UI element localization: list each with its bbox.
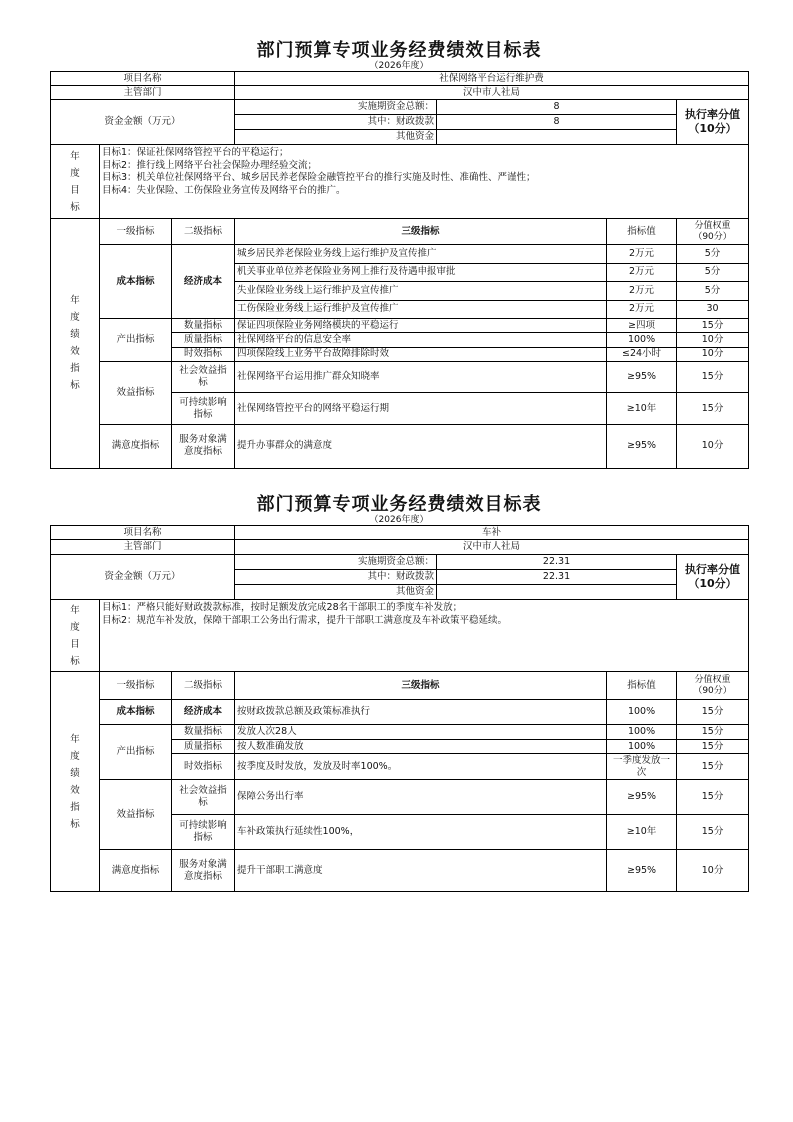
indicator-value: 2万元 (607, 263, 677, 282)
dept-label: 主管部门 (51, 540, 235, 555)
indicator-value: ≥10年 (607, 815, 677, 850)
fund-fiscal-label: 其中：财政拨款 (235, 115, 437, 130)
level3-indicator: 社保网络管控平台的网络平稳运行期 (235, 393, 607, 425)
indicator-value: ≥四项 (607, 319, 677, 333)
header-level1: 一级指标 (100, 672, 172, 700)
indicator-value: 2万元 (607, 245, 677, 264)
doc-year: （2026年度） (369, 515, 429, 525)
level1-indicator: 效益指标 (100, 361, 172, 424)
level2-indicator: 经济成本 (172, 700, 235, 725)
indicator-value: 一季度发放一次 (607, 754, 677, 780)
level2-indicator: 可持续影响指标 (172, 393, 235, 425)
indicator-value: ≥10年 (607, 393, 677, 425)
fund-other-value (437, 130, 677, 145)
exec-rate-label: 执行率分值（10分） (677, 555, 749, 600)
header-level1: 一级指标 (100, 219, 172, 245)
level3-indicator: 车补政策执行延续性100%， (235, 815, 607, 850)
fund-total-value: 22.31 (437, 555, 677, 570)
indicator-weight: 10分 (677, 347, 749, 361)
project-name-value: 社保网络平台运行维护费 (235, 72, 749, 86)
doc-title: 部门预算专项业务经费绩效目标表 (256, 494, 542, 515)
level3-indicator: 提升干部职工满意度 (235, 850, 607, 892)
level1-indicator: 产出指标 (100, 725, 172, 780)
level2-indicator: 社会效益指标 (172, 361, 235, 393)
level3-indicator: 提升办事群众的满意度 (235, 424, 607, 468)
fund-label: 资金金额（万元） (51, 100, 235, 145)
header-value: 指标值 (607, 219, 677, 245)
fund-fiscal-value: 22.31 (437, 570, 677, 585)
level3-indicator: 工伤保险业务线上运行维护及宣传推广 (235, 300, 607, 319)
fund-total-label: 实施期资金总额： (235, 555, 437, 570)
indicator-value: ≤24小时 (607, 347, 677, 361)
level1-indicator: 产出指标 (100, 319, 172, 362)
header-level2: 二级指标 (172, 219, 235, 245)
indicator-weight: 5分 (677, 263, 749, 282)
exec-rate-label: 执行率分值（10分） (677, 100, 749, 145)
fund-total-value: 8 (437, 100, 677, 115)
level3-indicator: 失业保险业务线上运行维护及宣传推广 (235, 282, 607, 301)
fund-fiscal-value: 8 (437, 115, 677, 130)
level3-indicator: 城乡居民养老保险业务线上运行维护及宣传推广 (235, 245, 607, 264)
goal-item: 目标2：推行线上网络平台社会保险办理经验交流； (102, 159, 318, 171)
indicator-weight: 15分 (677, 754, 749, 780)
fund-other-label: 其他资金 (235, 585, 437, 600)
level1-indicator: 效益指标 (100, 780, 172, 850)
dept-value: 汉中市人社局 (235, 86, 749, 100)
level2-indicator: 数量指标 (172, 319, 235, 333)
indicator-value: ≥95% (607, 361, 677, 393)
level3-indicator: 机关事业单位养老保险业务网上推行及待遇申报审批 (235, 263, 607, 282)
project-name-value: 车补 (235, 526, 749, 540)
header-level3: 三级指标 (235, 219, 607, 245)
project-name-label: 项目名称 (51, 526, 235, 540)
level2-indicator: 可持续影响指标 (172, 815, 235, 850)
annual-goals (100, 600, 749, 672)
goal-item: 目标1：严格只能好财政拨款标准，按时足额发放完成28名干部职工的季度车补发放； (102, 602, 463, 613)
level3-indicator: 四项保险线上业务平台故障排除时效 (235, 347, 607, 361)
level3-indicator: 按季度及时发放，发放及时率100%。 (235, 754, 607, 780)
indicator-weight: 10分 (677, 333, 749, 347)
doc-year: （2026年度） (369, 61, 429, 71)
header-value: 指标值 (607, 672, 677, 700)
level2-indicator: 时效指标 (172, 754, 235, 780)
header-weight: 分值权重（90分） (677, 672, 749, 700)
fund-total-label: 实施期资金总额： (235, 100, 437, 115)
annual-goal-label: 年度目标 (51, 145, 100, 219)
indicator-weight: 15分 (677, 393, 749, 425)
doc-title: 部门预算专项业务经费绩效目标表 (256, 40, 542, 61)
indicator-weight: 10分 (677, 424, 749, 468)
goal-item: 目标2：规范车补发放，保障干部职工公务出行需求，提升干部职工满意度及车补政策平稳延续。 (102, 614, 508, 626)
level2-indicator: 服务对象满意度指标 (172, 424, 235, 468)
dept-label: 主管部门 (51, 86, 235, 100)
project-name-label: 项目名称 (51, 72, 235, 86)
level3-indicator: 按人数准确发放 (235, 740, 607, 754)
goal-item: 目标4：失业保险、工伤保险业务宣传及网络平台的推广。 (102, 184, 346, 196)
indicator-value: 100% (607, 740, 677, 754)
indicator-value: 100% (607, 725, 677, 740)
fund-label: 资金金额（万元） (51, 555, 235, 600)
performance-table-1 (50, 40, 748, 469)
level2-indicator: 经济成本 (172, 245, 235, 319)
fund-other-label: 其他资金 (235, 130, 437, 145)
annual-perf-label: 年度绩效指标 (51, 219, 100, 469)
header-weight: 分值权重（90分） (677, 219, 749, 245)
fund-fiscal-label: 其中：财政拨款 (235, 570, 437, 585)
indicator-value: ≥95% (607, 424, 677, 468)
level1-indicator: 成本指标 (100, 700, 172, 725)
indicator-weight: 15分 (677, 725, 749, 740)
level2-indicator: 质量指标 (172, 333, 235, 347)
indicator-value: 2万元 (607, 282, 677, 301)
indicator-weight: 15分 (677, 700, 749, 725)
annual-goals (100, 145, 749, 219)
level2-indicator: 服务对象满意度指标 (172, 850, 235, 892)
indicator-value: ≥95% (607, 780, 677, 815)
level2-indicator: 质量指标 (172, 740, 235, 754)
indicator-weight: 15分 (677, 780, 749, 815)
indicator-value: ≥95% (607, 850, 677, 892)
indicator-weight: 5分 (677, 245, 749, 264)
performance-table-2 (50, 494, 748, 892)
fund-other-value (437, 585, 677, 600)
level2-indicator: 数量指标 (172, 725, 235, 740)
level3-indicator: 保证四项保险业务网络模块的平稳运行 (235, 319, 607, 333)
level2-indicator: 时效指标 (172, 347, 235, 361)
level3-indicator: 社保网络平台的信息安全率 (235, 333, 607, 347)
indicator-value: 2万元 (607, 300, 677, 319)
level3-indicator: 社保网络平台运用推广群众知晓率 (235, 361, 607, 393)
indicator-weight: 30 (677, 300, 749, 319)
level3-indicator: 保障公务出行率 (235, 780, 607, 815)
goal-item: 目标1：保证社保网络管控平台的平稳运行； (102, 147, 289, 158)
level3-indicator: 发放人次28人 (235, 725, 607, 740)
level3-indicator: 按财政拨款总额及政策标准执行 (235, 700, 607, 725)
dept-value: 汉中市人社局 (235, 540, 749, 555)
goal-item: 目标3：机关单位社保网络平台、城乡居民养老保险金融管控平台的推行实施及时性、准确性、严谨性； (102, 172, 536, 183)
indicator-weight: 15分 (677, 319, 749, 333)
indicator-weight: 10分 (677, 850, 749, 892)
annual-perf-label: 年度绩效指标 (51, 672, 100, 892)
indicator-weight: 15分 (677, 361, 749, 393)
indicator-weight: 15分 (677, 740, 749, 754)
indicator-value: 100% (607, 333, 677, 347)
annual-goal-label: 年度目标 (51, 600, 100, 672)
indicator-value: 100% (607, 700, 677, 725)
level2-indicator: 社会效益指标 (172, 780, 235, 815)
level1-indicator: 满意度指标 (100, 424, 172, 468)
header-level2: 二级指标 (172, 672, 235, 700)
indicator-weight: 15分 (677, 815, 749, 850)
indicator-weight: 5分 (677, 282, 749, 301)
level1-indicator: 满意度指标 (100, 850, 172, 892)
level1-indicator: 成本指标 (100, 245, 172, 319)
header-level3: 三级指标 (235, 672, 607, 700)
